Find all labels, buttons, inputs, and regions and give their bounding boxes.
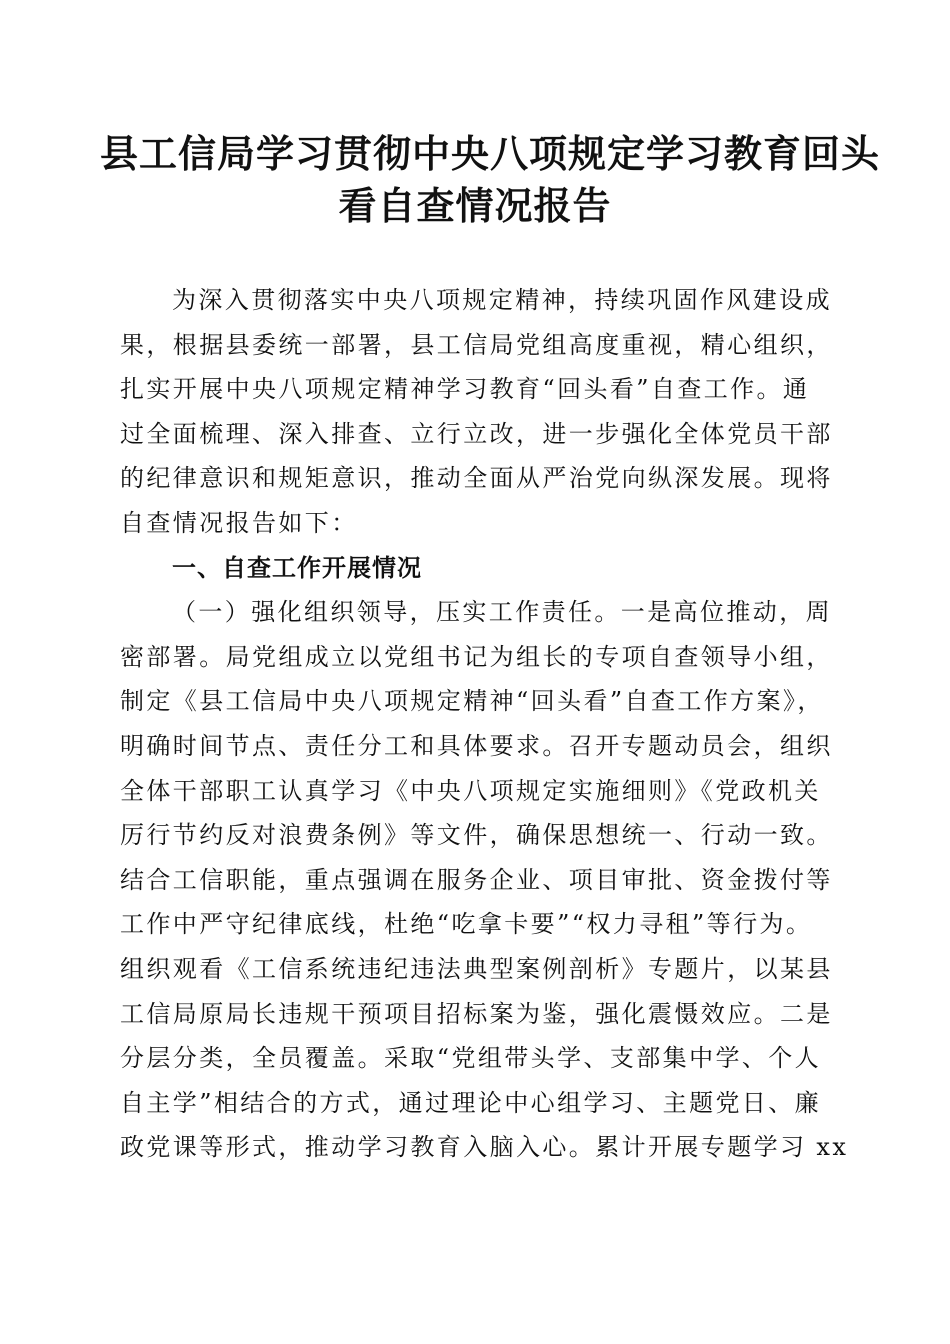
- section-heading: 一、自查工作开展情况: [172, 553, 422, 582]
- paragraph-line: 制定《县工信局中央八项规定精神“回头看”自查工作方案》，: [120, 687, 824, 716]
- document-title: [100, 128, 881, 232]
- paragraph-line: 组织观看《工信系统违纪违法典型案例剖析》专题片，以某县: [120, 954, 833, 983]
- paragraph-line: 全体干部职工认真学习《中央八项规定实施细则》《党政机关: [120, 776, 821, 805]
- document-body: [120, 278, 849, 1170]
- paragraph-line: （一）强化组织领导，压实工作责任。一是高位推动，周: [172, 598, 832, 627]
- paragraph-line: 工信局原局长违规干预项目招标案为鉴，强化震慑效应。二是: [120, 999, 833, 1028]
- paragraph-line: 的纪律意识和规矩意识，推动全面从严治党向纵深发展。现将: [120, 464, 833, 493]
- paragraph-line: 政党课等形式，推动学习教育入脑入心。累计开展专题学习 xx: [120, 1133, 849, 1162]
- paragraph-line: 自查情况报告如下：: [120, 508, 358, 537]
- paragraph-line: 明确时间节点、责任分工和具体要求。召开专题动员会，组织: [120, 731, 833, 760]
- paragraph-line: 为深入贯彻落实中央八项规定精神，持续巩固作风建设成: [172, 286, 832, 314]
- paragraph-line: 分层分类，全员覆盖。采取“党组带头学、支部集中学、个人: [120, 1044, 822, 1073]
- intro-paragraph: [120, 278, 832, 546]
- title-line-1: 县工信局学习贯彻中央八项规定学习教育回头: [100, 131, 881, 176]
- paragraph-line: 密部署。局党组成立以党组书记为组长的专项自查领导小组，: [120, 642, 833, 671]
- paragraph-line: 厉行节约反对浪费条例》等文件，确保思想统一、行动一致。: [120, 821, 833, 850]
- paragraph-line: 扎实开展中央八项规定精神学习教育“回头看”自查工作。通: [120, 375, 810, 404]
- paragraph-line: 果，根据县委统一部署，县工信局党组高度重视，精心组织，: [120, 330, 833, 359]
- paragraph-line: 工作中严守纪律底线，杜绝“吃拿卡要”“权力寻租”等行为。: [120, 910, 813, 939]
- title-line-2: 看自查情况报告: [338, 183, 612, 228]
- paragraph-line: 结合工信职能，重点强调在服务企业、项目审批、资金拨付等: [120, 865, 833, 894]
- paragraph-line: 过全面梳理、深入排查、立行立改，进一步强化全体党员干部: [120, 419, 833, 448]
- section-paragraph: [120, 590, 849, 1170]
- paragraph-line: 自主学”相结合的方式，通过理论中心组学习、主题党日、廉: [120, 1088, 822, 1117]
